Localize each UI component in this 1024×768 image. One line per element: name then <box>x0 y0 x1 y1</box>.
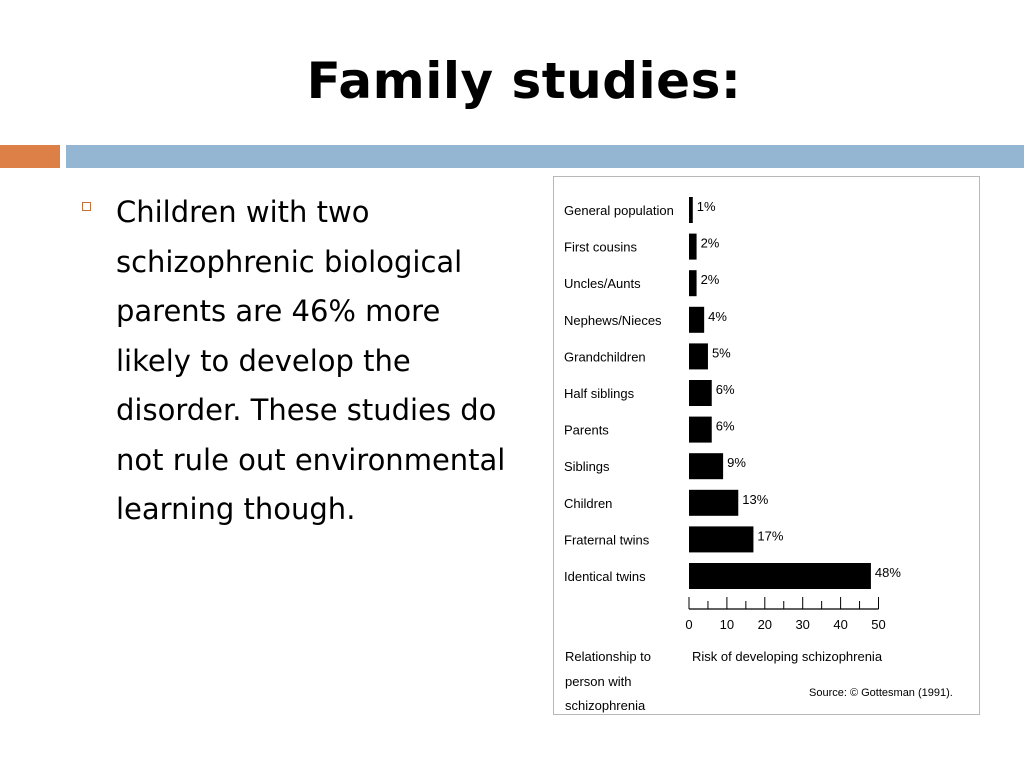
x-tick-label: 30 <box>795 617 810 632</box>
data-label: 17% <box>757 528 784 544</box>
category-label: Nephews/Nieces <box>564 312 662 328</box>
x-axis-label: Risk of developing schizophrenia <box>692 649 883 664</box>
data-label: 2% <box>700 235 720 251</box>
category-labels <box>564 203 674 584</box>
bullet-text: Children with two schizophrenic biological parents are 46% more likely to develop the disorder. These studies do not rule out environmental learning though. <box>116 195 506 526</box>
x-tick-label: 20 <box>757 617 773 632</box>
data-label: 4% <box>708 308 727 324</box>
bar <box>689 197 693 223</box>
data-labels <box>697 199 902 580</box>
y-axis-label-line: person with <box>565 674 632 689</box>
data-label: 2% <box>700 272 720 288</box>
x-tick-label: 10 <box>719 617 735 632</box>
data-label: 48% <box>874 565 901 580</box>
category-label: Grandchildren <box>564 349 646 365</box>
data-label: 5% <box>711 345 731 361</box>
category-label: Half siblings <box>564 386 635 401</box>
bar <box>689 380 712 406</box>
bar <box>689 234 697 260</box>
category-label: First cousins <box>564 239 637 255</box>
x-tick-label: 40 <box>833 617 848 632</box>
category-label: Parents <box>564 422 609 438</box>
source-note: Source: © Gottesman (1991). <box>809 687 953 699</box>
x-axis <box>689 597 879 609</box>
slide-title: Family studies: <box>306 52 742 110</box>
category-label: Siblings <box>564 459 610 475</box>
data-label: 13% <box>742 491 769 507</box>
accent-bar-orange <box>0 145 60 168</box>
data-label: 6% <box>715 418 735 434</box>
bar <box>689 417 712 443</box>
accent-bar-blue <box>66 145 1024 168</box>
y-axis-label-line: Relationship to <box>565 649 651 664</box>
x-tick-label: 50 <box>871 617 886 632</box>
category-label: Uncles/Aunts <box>564 276 641 292</box>
bar <box>689 526 753 552</box>
bar <box>689 270 697 296</box>
square-bullet-icon <box>82 202 91 211</box>
bar <box>689 453 723 479</box>
bar <box>689 307 704 333</box>
data-label: 6% <box>715 382 735 397</box>
bar <box>689 563 871 589</box>
x-tick-label: 0 <box>685 617 693 632</box>
risk-bar-chart <box>554 177 981 716</box>
bar <box>689 343 708 369</box>
y-axis-label-line: schizophrenia <box>565 698 646 713</box>
category-label: Fraternal twins <box>564 532 650 548</box>
category-label: Identical twins <box>564 569 646 584</box>
x-tick-labels <box>685 617 885 632</box>
bar <box>689 490 738 516</box>
data-label: 1% <box>696 199 716 214</box>
category-label: Children <box>564 495 613 511</box>
chart-frame <box>553 176 980 715</box>
data-label: 9% <box>727 455 746 471</box>
y-axis-label <box>565 649 651 713</box>
category-label: General population <box>564 203 674 218</box>
